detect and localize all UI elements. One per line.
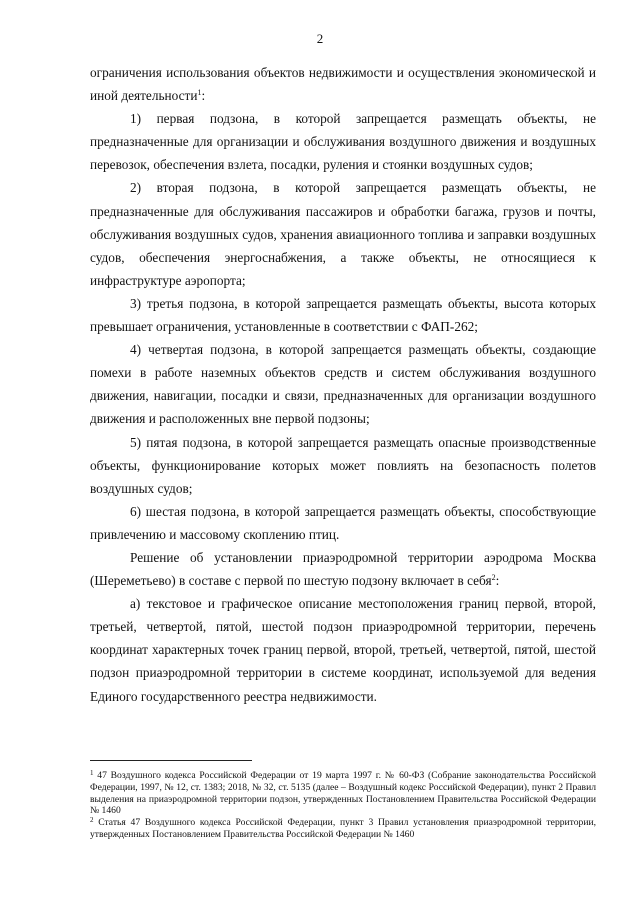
paragraph-subzone-6: 6) шестая подзона, в которой запрещается размещать объекты, способствующие привлечению и массовому скоплению птиц. <box>90 503 596 542</box>
paragraph-subzone-3: 3) третья подзона, в которой запрещается размещать объекты, высота которых превышает ограничения, установленные в соответствии с ФАП-262; <box>90 295 596 335</box>
paragraph-punct: : <box>201 88 206 104</box>
footnote-mark: 1 <box>90 769 94 777</box>
paragraph-text: ограничения использования объектов недвижимости и осуществления экономической и иной деятельности <box>90 65 596 104</box>
footnote-text: 47 Воздушного кодекса Российской Федерации от 19 марта 1997 г. № 60-ФЗ (Собрание законодательства Российской Федерации, 1997, № 12, ст. 1383; 2018, № 32, ст. 5135 (далее – Воздушный кодекс Российской Федерации), пункт 2 Правил выделения на приаэродромной территории подзон, утвержденных Постановлением Правительства Российской Федерации № 1460 <box>90 770 596 817</box>
footnote-ref-2[interactable]: 2 <box>491 573 496 583</box>
footnotes <box>90 770 596 841</box>
footnote-ref-1[interactable]: 1 <box>197 88 202 98</box>
footnote-separator <box>90 760 252 761</box>
paragraph-intro-continuation <box>90 61 596 107</box>
paragraph-item-a: а) текстовое и графическое описание местоположения границ первой, второй, третьей, четвертой, пятой, шестой подзон приаэродромной территории, перечень координат характерных точек границ первой, второй, третьей, четвертой, пятой, шестой подзон приаэродромной территории в системе координат, используемой для ведения Единого государственного реестра недвижимости. <box>90 596 596 704</box>
footnote-text: Статья 47 Воздушного кодекса Российской Федерации, пункт 3 Правил установления приаэродромной территории, утвержденных Постановлением Правительства Российской Федерации № 1460 <box>90 817 596 840</box>
footnote-2 <box>90 817 596 841</box>
paragraph-subzone-4: 4) четвертая подзона, в которой запрещается размещать объекты, создающие помехи в работе наземных объектов средств и систем обслуживания воздушного движения, навигации, посадки и связи, предназначенных для организации воздушного движения и расположенных вне первой подзоны; <box>90 342 596 427</box>
footnote-1 <box>90 770 596 817</box>
paragraph-subzone-1: 1) первая подзона, в которой запрещается размещать объекты, не предназначенные для организации и обслуживания воздушного движения и воздушных перевозок, обеспечения взлета, посадки, руления и стоянки воздушных судов; <box>90 111 596 173</box>
paragraph-subzone-2: 2) вторая подзона, в которой запрещается размещать объекты, не предназначенные для обслуживания пассажиров и обработки багажа, грузов и почты, обслуживания воздушных судов, хранения авиационного топлива и заправки воздушных судов, обеспечения энергоснабжения, а также объекты, не относящиеся к инфраструктуре аэропорта; <box>90 180 596 288</box>
paragraph-text: Решение об установлении приаэродромной территории аэродрома Москва (Шереметьево) в составе с первой по шестую подзону включает в себя <box>90 549 596 589</box>
footnote-mark: 2 <box>90 816 94 825</box>
paragraph-punct: : <box>495 573 500 589</box>
paragraph-subzone-5: 5) пятая подзона, в которой запрещается размещать опасные производственные объекты, функционирование которых может повлиять на безопасность полетов воздушных судов; <box>90 434 596 496</box>
paragraph-decision <box>90 546 596 592</box>
body-text <box>90 61 596 708</box>
page-number: 2 <box>316 31 324 46</box>
